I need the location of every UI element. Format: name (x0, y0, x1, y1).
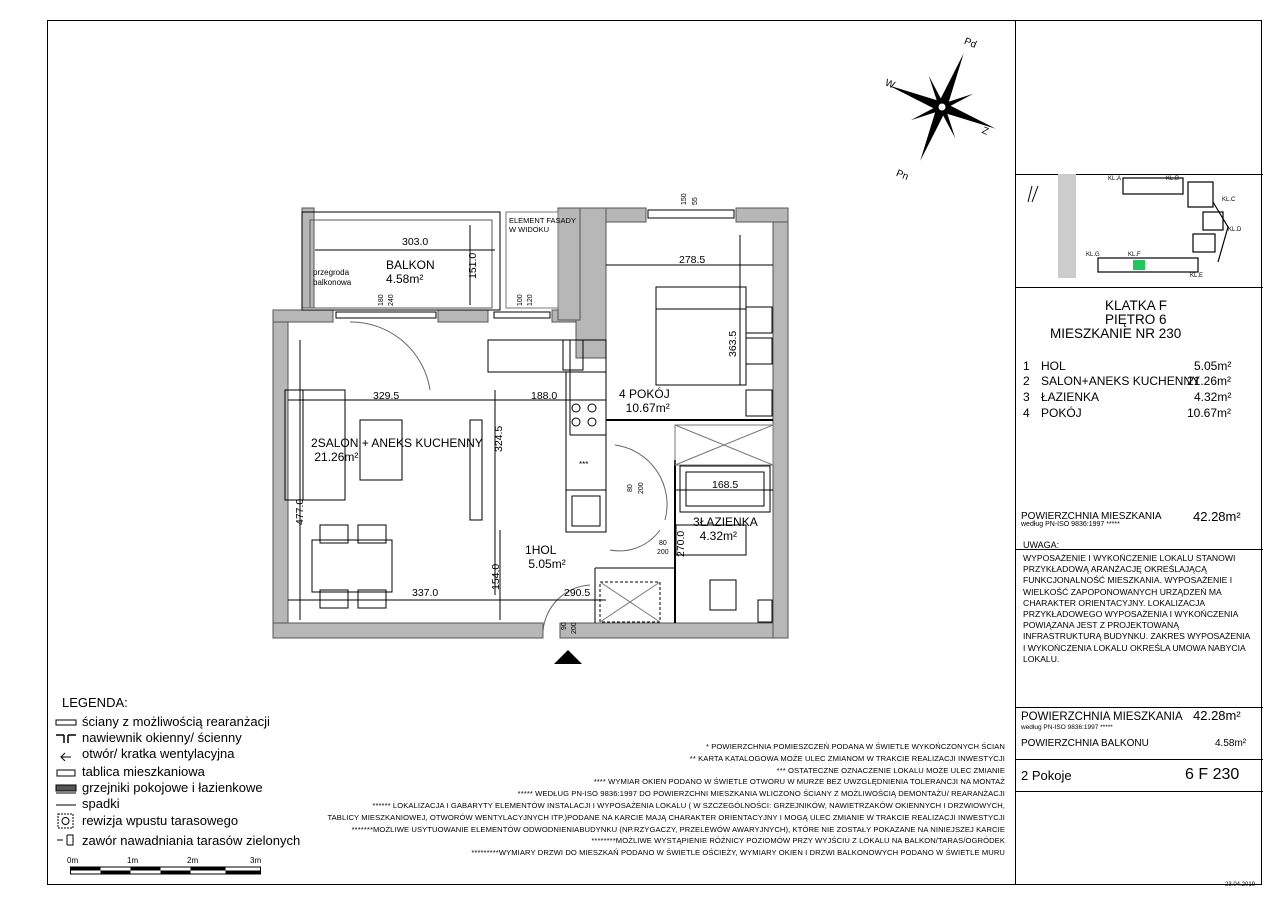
room-row-no-1: 1 (1023, 359, 1030, 373)
dim-w180: 180 (378, 294, 385, 306)
legend-item-inspection: rewizja wpustu tarasowego (82, 813, 239, 828)
drain-inspection-icon (55, 813, 77, 829)
irrigation-valve-icon (55, 833, 77, 847)
dim-278: 278.5 (679, 254, 706, 266)
dim-154: 154.0 (490, 563, 502, 590)
keyplan-unit-highlight (1133, 260, 1145, 270)
keyplan-label-f: KL.F (1128, 252, 1141, 258)
summary-area-label: POWIERZCHNIA MIESZKANIA (1021, 711, 1183, 723)
dim-w120: 120 (527, 294, 534, 306)
dim-477: 477.0 (294, 498, 306, 525)
dim-270: 270.0 (675, 530, 687, 557)
balcony-partition-label: przegroda balkonowa (313, 268, 352, 287)
note-6: ****** LOKALIZACJA I GABARYTY ELEMENTÓW INSTALACJI I WYPOSAŻENIA LOKALU ( W SZCZEGÓLNOŚCI: GRZEJNIKÓW, NAWIETRZAKÓW OKIENNYCH I DRZWIOWYCH, (372, 801, 1005, 810)
note-5: ***** WEDŁUG PN-ISO 9836:1997 DO POWIERZCHNI MIESZKANIA WLICZONO ŚCIANY Z MOŻLIWOŚCIĄ DEMONTAŻU/ REARANŻACJI (517, 789, 1005, 798)
dim-324: 324.5 (493, 425, 505, 452)
summary-area-value: 42.28m² (1193, 708, 1241, 723)
compass-label-z: Z (980, 125, 990, 138)
legend-item-panel: tablica mieszkaniowa (82, 764, 205, 779)
room-row-name-3: ŁAZIENKA (1041, 390, 1100, 404)
dim-151: 151.0 (467, 252, 479, 279)
keyplan-label-b: KL.B (1166, 176, 1180, 182)
facade-note: ELEMENT FASADY W WIDOKU (509, 216, 576, 234)
mieszkanie: MIESZKANIE NR 230 (1050, 326, 1182, 341)
info-sidebar (1015, 20, 1262, 885)
apartment-code: 6 F 230 (1185, 766, 1240, 783)
legend-item-radiators: grzejniki pokojowe i łazienkowe (82, 780, 263, 795)
compass-rose-icon (880, 35, 1000, 185)
dim-w200c: 200 (571, 622, 578, 634)
dim-168: 168.5 (712, 479, 739, 491)
room-2-label: 2SALON + ANEKS KUCHENNY 21.26m² (311, 436, 483, 464)
keyplan-label-a: KL.A (1108, 176, 1122, 182)
note-3: *** OSTATECZNE OZNACZENIE LOKALU MOŻE ULEC ZMIANIE (776, 766, 1005, 775)
room-3-label: 3ŁAZIENKA 4.32m² (693, 515, 758, 543)
room-row-area-1: 5.05m² (1194, 359, 1232, 373)
balcony-area-value: 4.58m² (1215, 738, 1247, 749)
room-1-label: 1HOL 5.05m² (525, 543, 566, 571)
note-1: * POWIERZCHNIA POMIESZCZEŃ PODANA W ŚWIETLE WYKOŃCZONYCH ŚCIAN (705, 742, 1005, 751)
dim-w200b: 200 (657, 549, 669, 556)
dim-w90: 90 (561, 622, 568, 630)
drawing-date: 23.04.2019 (1225, 882, 1256, 888)
scale-bar (70, 866, 265, 876)
room-row-area-2: 21.26m² (1187, 374, 1232, 388)
keyplan-label-d: KL.D (1228, 227, 1242, 233)
scale-label-3: 3m (250, 856, 262, 865)
stars-mark: *** (579, 460, 589, 469)
rearrangeable-wall-icon (55, 717, 77, 729)
room-row-name-1: HOL (1041, 359, 1066, 373)
dim-w200a: 200 (638, 482, 645, 494)
dim-w150: 150 (681, 193, 688, 205)
uwaga-title: UWAGA: (1023, 540, 1060, 550)
room-row-area-4: 10.67m² (1187, 406, 1232, 420)
legend-item-vents: nawiewnik okienny/ ścienny (82, 730, 242, 745)
room-row-area-3: 4.32m² (1194, 390, 1232, 404)
panel-board-icon (55, 767, 77, 779)
dim-w80b: 80 (659, 540, 667, 547)
legend-item-slopes: spadki (82, 796, 120, 811)
compass-label-pn: Pn (894, 168, 910, 183)
note-7: TABLICY MIESZKANIOWEJ, OTWORÓW WENTYLACYJNYCH ITP.)PODANE NA KARCIE MAJĄ CHARAKTER ORIENTACYJNY I MOGĄ ULEC ZMIANIE W TRAKCIE REALIZACJI INWESTYCJI (327, 813, 1005, 822)
room-row-no-3: 3 (1023, 390, 1030, 404)
room-4-label: 4 POKÓJ 10.67m² (619, 387, 670, 415)
dim-329: 329.5 (373, 390, 400, 402)
compass-cell (1016, 20, 1263, 175)
keyplan-label-c: KL.C (1222, 197, 1236, 203)
dim-337: 337.0 (412, 587, 439, 599)
legend-item-valve: zawór nawadniania tarasów zielonych (82, 833, 301, 848)
ventilation-grille-icon (55, 749, 77, 761)
dim-363: 363.5 (727, 330, 739, 357)
scale-label-0: 0m (67, 856, 79, 865)
compass-label-w: W (883, 77, 897, 92)
total-area-sub: według PN-ISO 9836:1997 ***** (1021, 521, 1120, 528)
slope-icon (55, 799, 77, 811)
total-area-label: POWIERZCHNIA MIESZKANIA (1021, 511, 1162, 522)
note-8: *******MOŻLIWE USYTUOWANIE ELEMENTÓW ODWODNIENIABUDYNKU (NP.RZYGACZY, PRZELEWÓW AWARYJNYCH), KTÓRE NIE ZOSTAŁY POKAZANE NA NINIEJSZEJ KARCIE (351, 825, 1005, 834)
summary-area-sub: według PN-ISO 9836:1997 ***** (1021, 724, 1113, 731)
balcony-area-label: POWIERZCHNIA BALKONU (1021, 738, 1149, 749)
dim-w80a: 80 (627, 484, 634, 492)
legend-item-walls: ściany z możliwością rearanżacji (82, 714, 270, 729)
dim-w240: 240 (388, 294, 395, 306)
uwaga-text: WYPOSAŻENIE I WYKOŃCZENIE LOKALU STANOWI PRZYKŁADOWĄ ARANŻACJĘ OKREŚLAJĄCĄ FUNKCJONALNOŚĆ MIESZKANIA. WYPOSAŻENIE I WIELKOŚĆ ZAPOPONOWANYCH URZĄDZEŃ MA CHARAKTER ORIENTACYJNY. LOKALIZACJA PRZYKŁADOWEGO WYPOSAŻENIA I WYKOŃCZENIA POWIĄZANA JEST Z PROJEKTOWANĄ INFRASTRUKTURĄ BUDYNKU. ZAKRES WYPOSAŻENIA I WYKOŃCZENIA LOKALU OKREŚLA UMOWA NABYCIA LOKALU. (1023, 553, 1250, 664)
room-row-name-4: POKÓJ (1041, 406, 1082, 420)
legend-item-grille: otwór/ kratka wentylacyjna (82, 746, 235, 761)
note-2: ** KARTA KATALOGOWA MOŻE ULEC ZMIANOM W TRAKCIE REALIZACJI INWESTYCJI (689, 754, 1005, 763)
dim-188: 188.0 (531, 390, 558, 402)
radiator-icon (55, 783, 77, 795)
room-count: 2 Pokoje (1021, 768, 1072, 783)
dim-303: 303.0 (402, 236, 429, 248)
legend-title: LEGENDA: (62, 695, 128, 710)
room-row-no-2: 2 (1023, 374, 1030, 388)
dim-w100: 100 (517, 294, 524, 306)
compass-label-pd: Pd (962, 36, 978, 51)
scale-label-1: 1m (127, 856, 139, 865)
pietro: PIĘTRO 6 (1105, 312, 1167, 327)
room-row-no-4: 4 (1023, 406, 1030, 420)
room-row-name-2: SALON+ANEKS KUCHENNY (1041, 374, 1201, 388)
balcony-label: BALKON 4.58m² (386, 258, 435, 286)
note-9: ********MOŻLIWE WYSTĄPIENIE RÓŻNICY POZIOMÓW PRZY WYJŚCIU Z LOKALU NA BALKON/TARAS/OGRÓDEK (591, 836, 1005, 845)
dim-290: 290.5 (564, 587, 591, 599)
building-keyplan (1018, 172, 1258, 282)
scale-label-2: 2m (187, 856, 199, 865)
vent-inlet-icon (55, 733, 77, 745)
klatka: KLATKA F (1105, 298, 1168, 313)
keyplan-label-e: KL.E (1190, 273, 1204, 279)
note-4: **** WYMIAR OKIEN PODANO W ŚWIETLE OTWORU W MURZE BEZ UWZGLĘDNIENIA TOLERANCJI NA MONTAŻ (593, 777, 1005, 786)
total-area-value: 42.28m² (1193, 509, 1241, 524)
keyplan-label-g: KL.G (1086, 252, 1100, 258)
note-10: *********WYMIARY DRZWI DO MIESZKAŃ PODANO W ŚWIETLE OŚCIEŻY, WYMIARY OKIEN I DRZWI BALKONOWYCH PODANO W ŚWIETLE MURU (471, 848, 1005, 857)
dim-w55: 55 (692, 197, 699, 205)
